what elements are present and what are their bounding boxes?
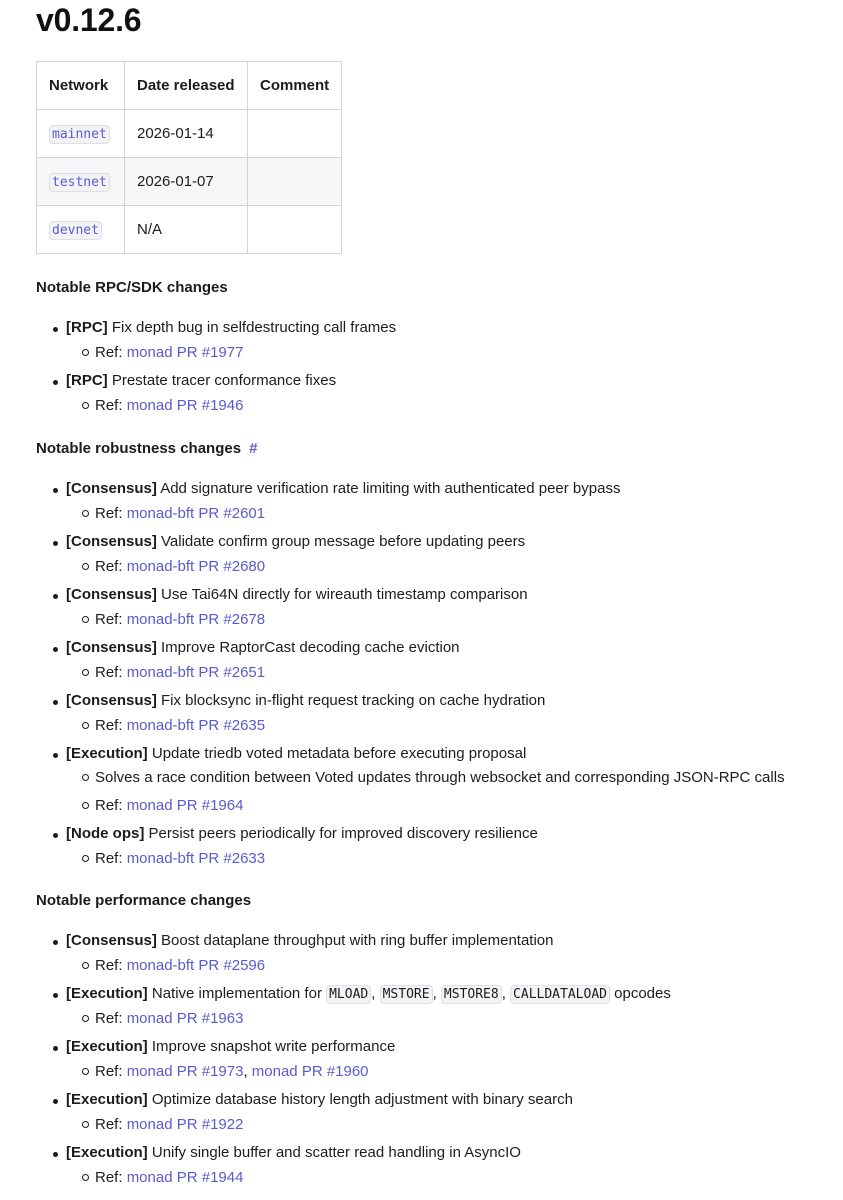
pr-link[interactable]: monad PR #1963 [126,1010,244,1027]
ref-label: Ref: [95,1169,123,1186]
opcode-code: MSTORE8 [441,985,502,1004]
ref-label: Ref: [95,664,123,681]
change-tag: [Execution] [66,1144,148,1161]
release-table [36,61,342,254]
ref-line [95,503,826,524]
list-item [66,1089,826,1135]
section-title [36,439,826,459]
list-item [66,983,826,1029]
change-text: Persist peers periodically for improved discovery resilience [148,825,538,842]
section-title-text: Notable robustness changes [36,440,242,457]
ref-label: Ref: [95,1116,123,1133]
pr-link[interactable]: monad PR #1922 [126,1116,244,1133]
change-text: Validate confirm group message before updating peers [161,533,526,550]
ref-label: Ref: [95,1010,123,1027]
change-text: Update triedb voted metadata before executing proposal [151,745,527,762]
ref-line [95,1114,826,1135]
table-row [37,110,342,158]
change-tag: [Consensus] [66,692,157,709]
pr-link[interactable]: monad-bft PR #2633 [126,850,266,867]
change-tag: [Consensus] [66,932,157,949]
change-tag: [Node ops] [66,825,145,842]
ref-line [95,342,826,363]
ref-label: Ref: [95,558,123,575]
network-code: mainnet [49,125,110,144]
change-tag: [Consensus] [66,480,157,497]
change-tag: [Consensus] [66,639,157,656]
change-tag: [Execution] [66,1038,148,1055]
opcode-separator: , [501,985,506,1002]
ref-label: Ref: [95,957,123,974]
ref-label: Ref: [95,611,123,628]
change-tag: [Consensus] [66,533,157,550]
network-code: testnet [49,173,110,192]
change-text: Fix depth bug in selfdestructing call frames [111,319,397,336]
change-line [66,1142,826,1163]
change-text: Add signature verification rate limiting with authenticated peer bypass [160,480,621,497]
change-tag: [Execution] [66,985,148,1002]
change-text: Optimize database history length adjustment with binary search [151,1091,573,1108]
change-text: Improve RaptorCast decoding cache eviction [161,639,460,656]
ref-label: Ref: [95,344,123,361]
change-text: Prestate tracer conformance fixes [111,372,337,389]
change-tag: [Consensus] [66,586,157,603]
pr-link[interactable]: monad-bft PR #2680 [126,558,266,575]
ref-line [95,795,826,816]
table-row [37,206,342,254]
change-tag: [RPC] [66,319,108,336]
change-text: Unify single buffer and scatter read handling in AsyncIO [151,1144,521,1161]
ref-label: Ref: [95,505,123,522]
ref-label: Ref: [95,1063,123,1080]
date-cell: 2026-01-07 [125,158,248,206]
change-line [66,1089,826,1110]
date-cell: 2026-01-14 [125,110,248,158]
robustness-section [36,439,826,869]
ref-line [95,395,826,416]
pr-link[interactable]: monad PR #1973 [126,1063,244,1080]
change-line [66,370,826,391]
change-text: Boost dataplane throughput with ring buffer implementation [161,932,554,949]
change-line [66,823,826,844]
change-text: Improve snapshot write performance [151,1038,396,1055]
list-item [66,823,826,869]
list-item [66,930,826,976]
change-tag: [RPC] [66,372,108,389]
rpc-sdk-section [36,278,826,416]
ref-line [95,955,826,976]
change-list [36,478,826,869]
comment-cell [248,110,342,158]
change-tag: [Execution] [66,1091,148,1108]
change-line [66,1036,826,1057]
network-cell [37,110,125,158]
ref-line [95,609,826,630]
list-item [66,317,826,363]
section-anchor-link[interactable]: # [249,440,258,457]
change-list [36,930,826,1188]
ref-line [95,848,826,869]
list-item [66,370,826,416]
ref-line [95,662,826,683]
pr-link[interactable]: monad-bft PR #2596 [126,957,266,974]
table-header-row [37,62,342,110]
header-network: Network [37,62,125,110]
change-line [66,930,826,951]
header-comment: Comment [248,62,342,110]
section-title: Notable RPC/SDK changes [36,279,228,296]
change-line [66,637,826,658]
ref-label: Ref: [95,797,123,814]
ref-line [95,1167,826,1188]
change-line [66,531,826,552]
change-line [66,478,826,499]
pr-link[interactable]: monad PR #1960 [251,1063,369,1080]
opcode-code: MSTORE [380,985,433,1004]
list-item [66,1142,826,1188]
ref-label: Ref: [95,850,123,867]
version-title: v0.12.6 [36,2,142,38]
pr-link[interactable]: monad PR #1946 [126,397,244,414]
list-item [66,637,826,683]
list-item [66,478,826,524]
pr-link[interactable]: monad-bft PR #2635 [126,717,266,734]
list-item [66,743,826,816]
performance-section [36,891,826,1188]
pr-link[interactable]: monad-bft PR #2678 [126,611,266,628]
network-cell [37,206,125,254]
ref-label: Ref: [95,397,123,414]
change-line [66,584,826,605]
pr-link[interactable]: monad-bft PR #2651 [126,664,266,681]
change-text-suffix: opcodes [614,985,671,1002]
list-item [66,690,826,736]
comment-cell [248,206,342,254]
ref-line [95,1008,826,1029]
opcode-code: CALLDATALOAD [510,985,610,1004]
opcode-separator: , [432,985,437,1002]
ref-line [95,715,826,736]
change-text: Native implementation for [151,985,322,1002]
header-date-released: Date released [125,62,248,110]
change-line [66,690,826,711]
pr-link[interactable]: monad PR #1977 [126,344,244,361]
ref-label: Ref: [95,717,123,734]
list-item [66,584,826,630]
change-line [66,317,826,338]
pr-link[interactable]: monad-bft PR #2601 [126,505,266,522]
pr-link[interactable]: monad PR #1964 [126,797,244,814]
ref-line [95,556,826,577]
change-text: Use Tai64N directly for wireauth timestamp comparison [161,586,528,603]
opcode-separator: , [371,985,376,1002]
comment-cell [248,158,342,206]
ref-line [95,1061,826,1082]
network-cell [37,158,125,206]
note-line: Solves a race condition between Voted updates through websocket and corresponding JSON-RPC calls [95,767,826,788]
change-tag: [Execution] [66,745,148,762]
section-title: Notable performance changes [36,892,252,909]
date-cell: N/A [125,206,248,254]
change-list [36,317,826,416]
list-item [66,1036,826,1082]
change-text: Fix blocksync in-flight request tracking on cache hydration [161,692,546,709]
pr-link[interactable]: monad PR #1944 [126,1169,244,1186]
opcode-code: MLOAD [326,985,371,1004]
change-line [66,743,826,764]
list-item [66,531,826,577]
network-code: devnet [49,221,102,240]
link-separator: , [243,1063,248,1080]
change-line [66,983,826,1004]
table-row [37,158,342,206]
